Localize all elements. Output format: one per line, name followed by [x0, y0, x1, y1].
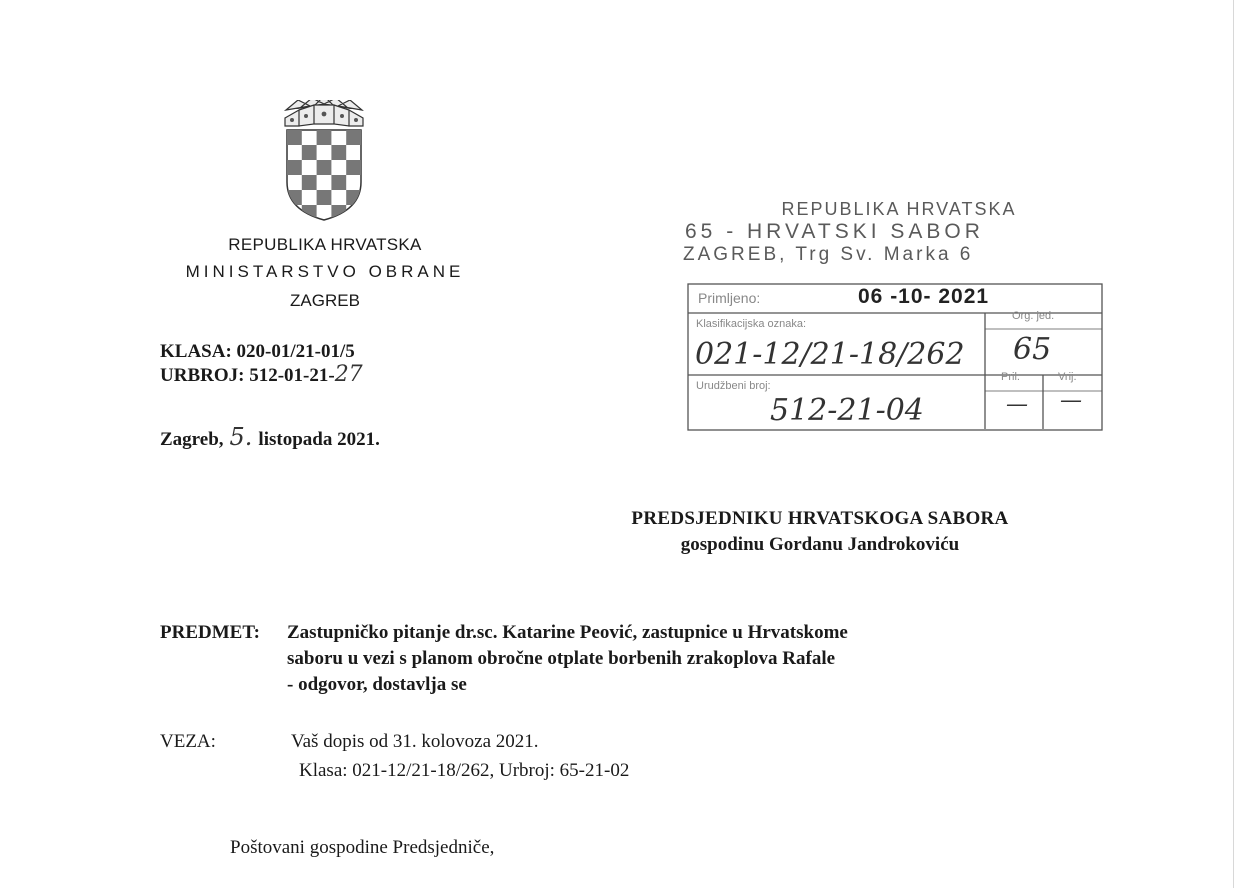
salutation: Poštovani gospodine Predsjedniče,	[230, 837, 495, 858]
page-edge	[1233, 0, 1234, 888]
stamp-class-handwritten: 021-12/21-18/262	[695, 337, 965, 372]
veza-line-2: Klasa: 021-12/21-18/262, Urbroj: 65-21-02	[299, 760, 630, 781]
date-place: Zagreb,	[160, 429, 224, 450]
subject-line-3: - odgovor, dostavlja se	[287, 674, 467, 695]
subject-text	[287, 620, 1047, 698]
subject-label: PREDMET:	[160, 622, 260, 643]
veza-line-1: Vaš dopis od 31. kolovoza 2021.	[291, 731, 539, 752]
urbroj-handwritten: 27	[334, 362, 363, 387]
klasa-line: KLASA: 020-01/21-01/5	[160, 341, 355, 362]
addressee-block	[580, 508, 1060, 556]
urbroj-printed: URBROJ: 512-01-21-	[160, 365, 335, 386]
letter-date	[160, 423, 380, 451]
stamp-country: REPUBLIKA HRVATSKA	[781, 199, 1017, 219]
date-day-handwritten: 5.	[229, 423, 253, 451]
stamp-institution: 65 - HRVATSKI SABOR	[685, 220, 984, 243]
sender-ministry: MINISTARSTVO OBRANE	[185, 262, 465, 281]
stamp-org-handwritten: 65	[1013, 332, 1052, 367]
date-month-year: listopada 2021.	[258, 429, 380, 450]
urbroj-line	[160, 363, 363, 387]
addressee-title: PREDSJEDNIKU HRVATSKOGA SABORA	[631, 508, 1009, 529]
stamp-received-label: Primljeno:	[698, 290, 761, 306]
sender-country: REPUBLIKA HRVATSKA	[228, 235, 422, 254]
stamp-address: ZAGREB, Trg Sv. Marka 6	[683, 244, 974, 265]
receipt-stamp-header	[677, 199, 1107, 266]
veza-label: VEZA:	[160, 731, 216, 752]
coat-of-arms-icon	[283, 100, 365, 222]
reference-numbers	[160, 340, 363, 387]
sender-block	[140, 234, 510, 314]
stamp-reg-label: Urudžbeni broj:	[696, 380, 771, 392]
stamp-received-date: 06 -10- 2021	[858, 285, 990, 308]
stamp-org-label: Org. jed.	[1012, 310, 1055, 322]
stamp-pril-label: Pril.	[1001, 371, 1020, 383]
addressee-name: gospodinu Gordanu Jandrokoviću	[680, 534, 960, 555]
stamp-reg-handwritten: 512-21-04	[770, 393, 924, 428]
stamp-pril-handwritten: —	[1006, 392, 1028, 417]
stamp-vrij-handwritten: —	[1060, 388, 1082, 413]
stamp-vrij-label: Vrij.	[1058, 371, 1077, 383]
sender-city: ZAGREB	[290, 291, 360, 310]
subject-line-1: Zastupničko pitanje dr.sc. Katarine Peović, zastupnice u Hrvatskome	[287, 622, 848, 643]
subject-line-2: saboru u vezi s planom obročne otplate borbenih zrakoplova Rafale	[287, 648, 836, 669]
stamp-class-label: Klasifikacijska oznaka:	[696, 318, 807, 330]
